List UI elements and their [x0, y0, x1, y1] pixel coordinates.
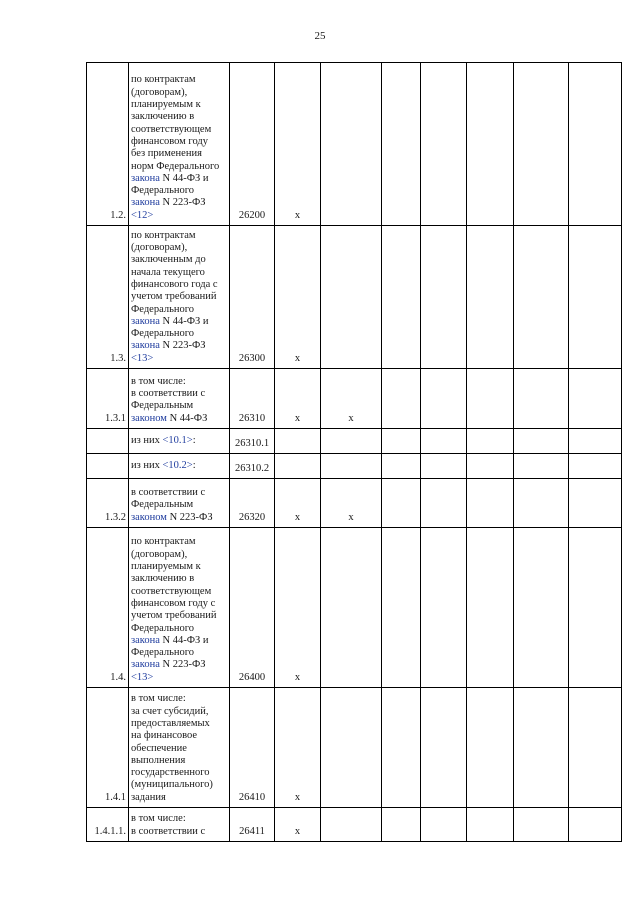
description-text: Федеральным — [131, 400, 194, 412]
row-cell-7 — [467, 429, 514, 454]
description-line — [131, 647, 227, 659]
row-cell-8 — [514, 479, 569, 528]
row-code: 26310.2 — [230, 454, 275, 479]
description-line — [131, 413, 227, 425]
row-number: 1.3. — [87, 226, 129, 369]
row-cell-4 — [321, 429, 382, 454]
row-description — [129, 688, 230, 808]
description-text: заключенным до — [131, 254, 206, 266]
description-text: Федерального — [131, 622, 195, 634]
description-text: в том числе: — [131, 375, 186, 387]
row-cell-3: х — [275, 226, 321, 369]
row-cell-4 — [321, 808, 382, 842]
row-cell-8 — [514, 429, 569, 454]
description-line — [131, 610, 227, 622]
row-cell-5 — [382, 479, 421, 528]
law-link[interactable]: закона — [131, 659, 160, 671]
row-code: 26310.1 — [230, 429, 275, 454]
row-number — [87, 429, 129, 454]
table-row — [87, 454, 622, 479]
description-text: : — [192, 459, 196, 471]
row-cell-6 — [421, 429, 467, 454]
row-number: 1.4. — [87, 528, 129, 688]
row-code: 26411 — [230, 808, 275, 842]
description-text: N 223-ФЗ — [166, 511, 213, 523]
law-link[interactable]: законом — [131, 412, 167, 424]
description-line — [131, 718, 227, 730]
row-number — [87, 454, 129, 479]
description-text: за счет субсидий, — [131, 705, 209, 717]
row-cell-8 — [514, 369, 569, 429]
description-text: N 44-ФЗ — [166, 412, 208, 424]
row-cell-6 — [421, 688, 467, 808]
row-cell-3: х — [275, 63, 321, 226]
row-cell-7 — [467, 688, 514, 808]
description-line — [131, 598, 227, 610]
description-text: обеспечение — [131, 742, 187, 754]
description-line — [131, 549, 227, 561]
description-text: (муниципального) — [131, 779, 213, 791]
description-line — [131, 376, 227, 388]
description-line — [131, 328, 227, 340]
law-link[interactable]: <13> — [131, 352, 154, 364]
description-line — [131, 573, 227, 585]
description-line — [131, 536, 227, 548]
row-cell-8 — [514, 808, 569, 842]
page-number: 25 — [314, 30, 326, 42]
description-line — [131, 388, 227, 400]
description-text: соответствующем — [131, 123, 212, 135]
row-cell-8 — [514, 63, 569, 226]
row-cell-9 — [569, 429, 622, 454]
row-cell-3: х — [275, 808, 321, 842]
description-text: без применения — [131, 148, 202, 160]
description-text: N 44-ФЗ и — [159, 172, 209, 184]
description-text: в том числе: — [131, 693, 186, 705]
description-line — [131, 743, 227, 755]
row-cell-4: х — [321, 479, 382, 528]
law-link[interactable]: <13> — [131, 671, 154, 683]
row-cell-4: х — [321, 369, 382, 429]
description-line — [131, 730, 227, 742]
description-line — [131, 755, 227, 767]
description-line — [131, 792, 227, 804]
row-description — [129, 454, 230, 479]
description-line — [131, 706, 227, 718]
row-cell-4 — [321, 226, 382, 369]
description-line — [131, 512, 227, 524]
description-text: финансовом году с — [131, 597, 216, 609]
description-line — [131, 173, 227, 185]
description-text: N 223-ФЗ — [159, 340, 206, 352]
row-cell-8 — [514, 688, 569, 808]
description-text: по контрактам — [131, 229, 196, 241]
description-text: на финансовое — [131, 730, 198, 742]
description-text: планируемым к — [131, 99, 201, 111]
description-line — [131, 561, 227, 573]
description-line — [131, 185, 227, 197]
row-cell-3: х — [275, 688, 321, 808]
description-text: : — [192, 434, 196, 446]
description-line — [131, 693, 227, 705]
law-link[interactable]: законом — [131, 511, 167, 523]
row-number: 1.3.2 — [87, 479, 129, 528]
row-number: 1.4.1.1. — [87, 808, 129, 842]
description-line — [131, 136, 227, 148]
row-description — [129, 369, 230, 429]
description-text: N 44-ФЗ и — [159, 634, 209, 646]
description-line — [131, 197, 227, 209]
description-line — [131, 99, 227, 111]
row-cell-6 — [421, 808, 467, 842]
row-cell-7 — [467, 479, 514, 528]
description-line — [131, 230, 227, 242]
row-cell-3: х — [275, 528, 321, 688]
description-text: Федерального — [131, 647, 195, 659]
description-line — [131, 316, 227, 328]
description-text: N 44-ФЗ и — [159, 315, 209, 327]
description-text: (договорам), — [131, 242, 188, 254]
row-cell-6 — [421, 226, 467, 369]
description-line — [131, 148, 227, 160]
description-line — [131, 499, 227, 511]
description-text: заключению в — [131, 111, 195, 123]
description-line — [131, 254, 227, 266]
row-cell-4 — [321, 63, 382, 226]
law-link[interactable]: закона — [131, 340, 160, 352]
description-text: выполнения — [131, 754, 186, 766]
table-row — [87, 63, 622, 226]
footnote-link[interactable]: <10.1> — [162, 434, 193, 446]
law-link[interactable]: закона — [131, 315, 160, 327]
row-cell-7 — [467, 454, 514, 479]
row-cell-9 — [569, 369, 622, 429]
description-text: в соответствии с — [131, 388, 206, 400]
row-cell-9 — [569, 454, 622, 479]
description-text: начала текущего — [131, 266, 205, 278]
description-line — [131, 161, 227, 173]
table-row — [87, 479, 622, 528]
description-line — [131, 353, 227, 365]
row-cell-8 — [514, 454, 569, 479]
table-row — [87, 688, 622, 808]
row-number: 1.4.1 — [87, 688, 129, 808]
row-cell-5 — [382, 429, 421, 454]
row-code: 26410 — [230, 688, 275, 808]
row-cell-6 — [421, 454, 467, 479]
description-text: планируемым к — [131, 561, 201, 573]
row-cell-4 — [321, 688, 382, 808]
row-description — [129, 479, 230, 528]
description-text: N 223-ФЗ — [159, 659, 206, 671]
description-line — [131, 340, 227, 352]
description-text: в том числе: — [131, 813, 186, 825]
description-text: (договорам), — [131, 548, 188, 560]
law-link[interactable]: закона — [131, 634, 160, 646]
description-line — [131, 267, 227, 279]
row-cell-6 — [421, 369, 467, 429]
description-text: норм Федерального — [131, 160, 220, 172]
row-cell-4 — [321, 454, 382, 479]
table-row — [87, 429, 622, 454]
row-cell-9 — [569, 808, 622, 842]
row-description — [129, 63, 230, 226]
description-line — [131, 659, 227, 671]
row-cell-9 — [569, 226, 622, 369]
description-line — [131, 779, 227, 791]
row-cell-5 — [382, 63, 421, 226]
row-description — [129, 808, 230, 842]
table-row — [87, 226, 622, 369]
row-cell-9 — [569, 528, 622, 688]
description-text: государственного — [131, 767, 210, 779]
row-cell-3 — [275, 454, 321, 479]
law-link[interactable]: закона — [131, 197, 160, 209]
row-cell-5 — [382, 528, 421, 688]
description-line — [131, 400, 227, 412]
description-text: учетом требований — [131, 610, 217, 622]
description-text: в соответствии с — [131, 487, 206, 499]
description-text: финансового года с — [131, 278, 218, 290]
row-code: 26300 — [230, 226, 275, 369]
row-cell-5 — [382, 688, 421, 808]
description-text: Федерального — [131, 185, 195, 197]
row-cell-9 — [569, 63, 622, 226]
description-line — [131, 242, 227, 254]
description-text: Федеральным — [131, 499, 194, 511]
row-code: 26200 — [230, 63, 275, 226]
description-text: из них — [131, 434, 163, 446]
description-line — [131, 813, 227, 825]
row-cell-4 — [321, 528, 382, 688]
description-line — [131, 210, 227, 222]
description-text: по контрактам — [131, 74, 196, 86]
description-text: Федерального — [131, 303, 195, 315]
row-cell-9 — [569, 479, 622, 528]
description-text: учетом требований — [131, 291, 217, 303]
row-cell-5 — [382, 369, 421, 429]
row-cell-8 — [514, 226, 569, 369]
law-link[interactable]: закона — [131, 172, 160, 184]
description-text: N 223-ФЗ — [159, 197, 206, 209]
description-text: предоставляемых — [131, 717, 210, 729]
row-cell-7 — [467, 369, 514, 429]
description-text: Федерального — [131, 328, 195, 340]
description-text: финансовом году — [131, 135, 209, 147]
form-table — [86, 62, 622, 842]
table-row — [87, 528, 622, 688]
description-line — [131, 291, 227, 303]
description-line — [131, 124, 227, 136]
row-cell-5 — [382, 454, 421, 479]
footnote-link[interactable]: <10.2> — [162, 459, 193, 471]
description-line — [131, 74, 227, 86]
description-line — [131, 487, 227, 499]
row-cell-6 — [421, 479, 467, 528]
description-text: соответствующем — [131, 585, 212, 597]
description-text: в соответствии с — [131, 825, 206, 837]
description-line — [131, 826, 227, 838]
table-body — [87, 63, 622, 842]
row-cell-7 — [467, 63, 514, 226]
description-line — [131, 279, 227, 291]
row-code: 26320 — [230, 479, 275, 528]
description-text: (договорам), — [131, 86, 188, 98]
row-cell-8 — [514, 528, 569, 688]
table-row — [87, 808, 622, 842]
table-row — [87, 369, 622, 429]
row-cell-3: х — [275, 369, 321, 429]
row-number: 1.3.1 — [87, 369, 129, 429]
row-number: 1.2. — [87, 63, 129, 226]
description-line — [131, 435, 227, 447]
description-text: по контрактам — [131, 536, 196, 548]
row-code: 26400 — [230, 528, 275, 688]
row-description — [129, 528, 230, 688]
row-description — [129, 226, 230, 369]
row-cell-7 — [467, 226, 514, 369]
description-line — [131, 586, 227, 598]
row-cell-3: х — [275, 479, 321, 528]
description-text: заключению в — [131, 573, 195, 585]
description-line — [131, 87, 227, 99]
description-text: задания — [131, 791, 166, 803]
description-line — [131, 111, 227, 123]
law-link[interactable]: <12> — [131, 209, 154, 221]
description-line — [131, 767, 227, 779]
row-cell-5 — [382, 226, 421, 369]
row-cell-5 — [382, 808, 421, 842]
row-cell-6 — [421, 528, 467, 688]
row-code: 26310 — [230, 369, 275, 429]
description-line — [131, 635, 227, 647]
row-description — [129, 429, 230, 454]
description-line — [131, 672, 227, 684]
row-cell-7 — [467, 528, 514, 688]
row-cell-7 — [467, 808, 514, 842]
row-cell-9 — [569, 688, 622, 808]
description-line — [131, 623, 227, 635]
description-text: из них — [131, 459, 163, 471]
description-line — [131, 304, 227, 316]
row-cell-6 — [421, 63, 467, 226]
row-cell-3 — [275, 429, 321, 454]
description-line — [131, 460, 227, 472]
